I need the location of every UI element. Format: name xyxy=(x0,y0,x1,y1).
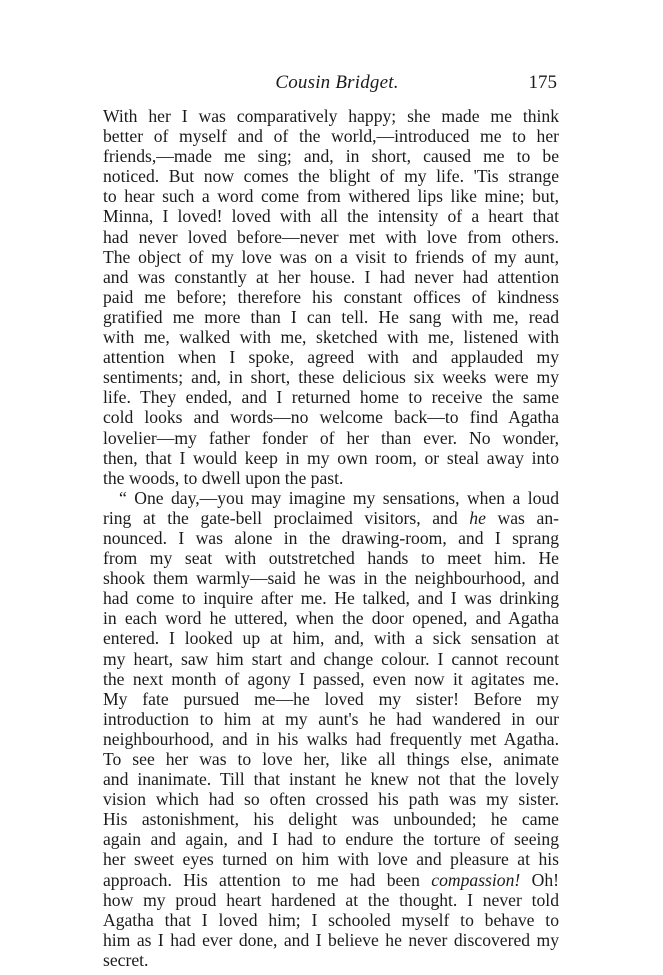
text-line: nounced. I was alone in the drawing-room, and I sprang xyxy=(103,527,559,548)
text-line: again and again, and I had to endure the torture of seeing xyxy=(103,829,559,850)
text-line: paid me before; therefore his constant offices of kindness xyxy=(103,286,559,307)
text-line: Agatha that I loved him; I schooled myself to behave to xyxy=(103,909,559,930)
text-line: in each word he uttered, when the door opened, and Agatha xyxy=(103,608,559,629)
page-number: 175 xyxy=(528,72,557,93)
text-line: and inanimate. Till that instant he knew not that the lovely xyxy=(103,769,559,790)
text-line: attention when I spoke, agreed with and applauded my xyxy=(103,347,559,368)
text-line: shook them warmly—said he was in the neighbourhood, and xyxy=(103,568,559,589)
text-body xyxy=(103,106,559,970)
text-line: sentiments; and, in short, these delicious six weeks were my xyxy=(103,367,559,388)
italic-word: compassion! xyxy=(431,869,521,890)
text-line: neighbourhood, and in his walks had frequently met Agatha. xyxy=(103,728,559,749)
text-segment: was an- xyxy=(485,507,559,528)
text-line: friends,—made me sing; and, in short, caused me to be xyxy=(103,146,559,167)
text-line: cold looks and words—no welcome back—to find Agatha xyxy=(103,407,559,428)
text-segment: Oh! xyxy=(520,869,559,890)
text-line: then, that I would keep in my own room, or steal away into xyxy=(103,447,559,468)
text-line: noticed. But now comes the blight of my life. 'Tis strange xyxy=(103,166,559,187)
text-line: To see her was to love her, like all things else, animate xyxy=(103,749,559,769)
text-line: my heart, saw him start and change colour. I cannot recount xyxy=(103,648,559,669)
text-line: introduction to him at my aunt's he had wandered in our xyxy=(103,708,559,729)
text-line: had come to inquire after me. He talked, and I was drinking xyxy=(103,588,559,609)
text-line: better of myself and of the world,—introduced me to her xyxy=(103,126,559,147)
running-head xyxy=(103,72,571,96)
italic-word: he xyxy=(469,507,486,528)
text-line: The object of my love was on a visit to friends of my aunt, xyxy=(103,246,559,267)
text-line: her sweet eyes turned on him with love and pleasure at his xyxy=(103,849,559,870)
text-segment: approach. His attention to me had been xyxy=(103,869,432,890)
text-line: lovelier—my father fonder of her than ever. No wonder, xyxy=(103,427,559,448)
text-line: had never loved before—never met with love from others. xyxy=(103,226,559,247)
text-line: him as I had ever done, and I believe he never discovered my xyxy=(103,929,559,950)
text-line: Minna, I loved! loved with all the intensity of a heart that xyxy=(103,206,559,227)
text-line: the next month of agony I passed, even now it agitates me. xyxy=(103,668,559,689)
text-line: with me, walked with me, sketched with me, listened with xyxy=(103,327,559,348)
text-line: entered. I looked up at him, and, with a sick sensation at xyxy=(103,628,559,649)
text-line: My fate pursued me—he loved my sister! Before my xyxy=(103,688,559,709)
text-line: how my proud heart hardened at the thought. I never told xyxy=(103,889,559,910)
text-line: the woods, to dwell upon the past. xyxy=(103,467,344,488)
text-segment: ring at the gate-bell proclaimed visitors, and xyxy=(103,507,470,528)
text-line: life. They ended, and I returned home to receive the same xyxy=(103,387,559,408)
text-line-with-italic xyxy=(103,870,559,890)
text-line: and was constantly at her house. I had never had attention xyxy=(103,266,559,287)
text-line: “ One day,—you may imagine my sensations, when a loud xyxy=(119,487,559,508)
text-line: His astonishment, his delight was unbounded; he came xyxy=(103,809,559,830)
running-title: Cousin Bridget. xyxy=(275,72,399,93)
text-line: from my seat with outstretched hands to meet him. He xyxy=(103,548,559,569)
text-line: With her I was comparatively happy; she made me think xyxy=(103,106,559,126)
text-line: secret. xyxy=(103,949,149,970)
text-line: to hear such a word come from withered lips like mine; but, xyxy=(103,186,559,207)
text-line: gratified me more than I can tell. He sang with me, read xyxy=(103,306,559,327)
text-line-with-italic xyxy=(103,508,559,528)
text-line: vision which had so often crossed his path was my sister. xyxy=(103,789,559,810)
